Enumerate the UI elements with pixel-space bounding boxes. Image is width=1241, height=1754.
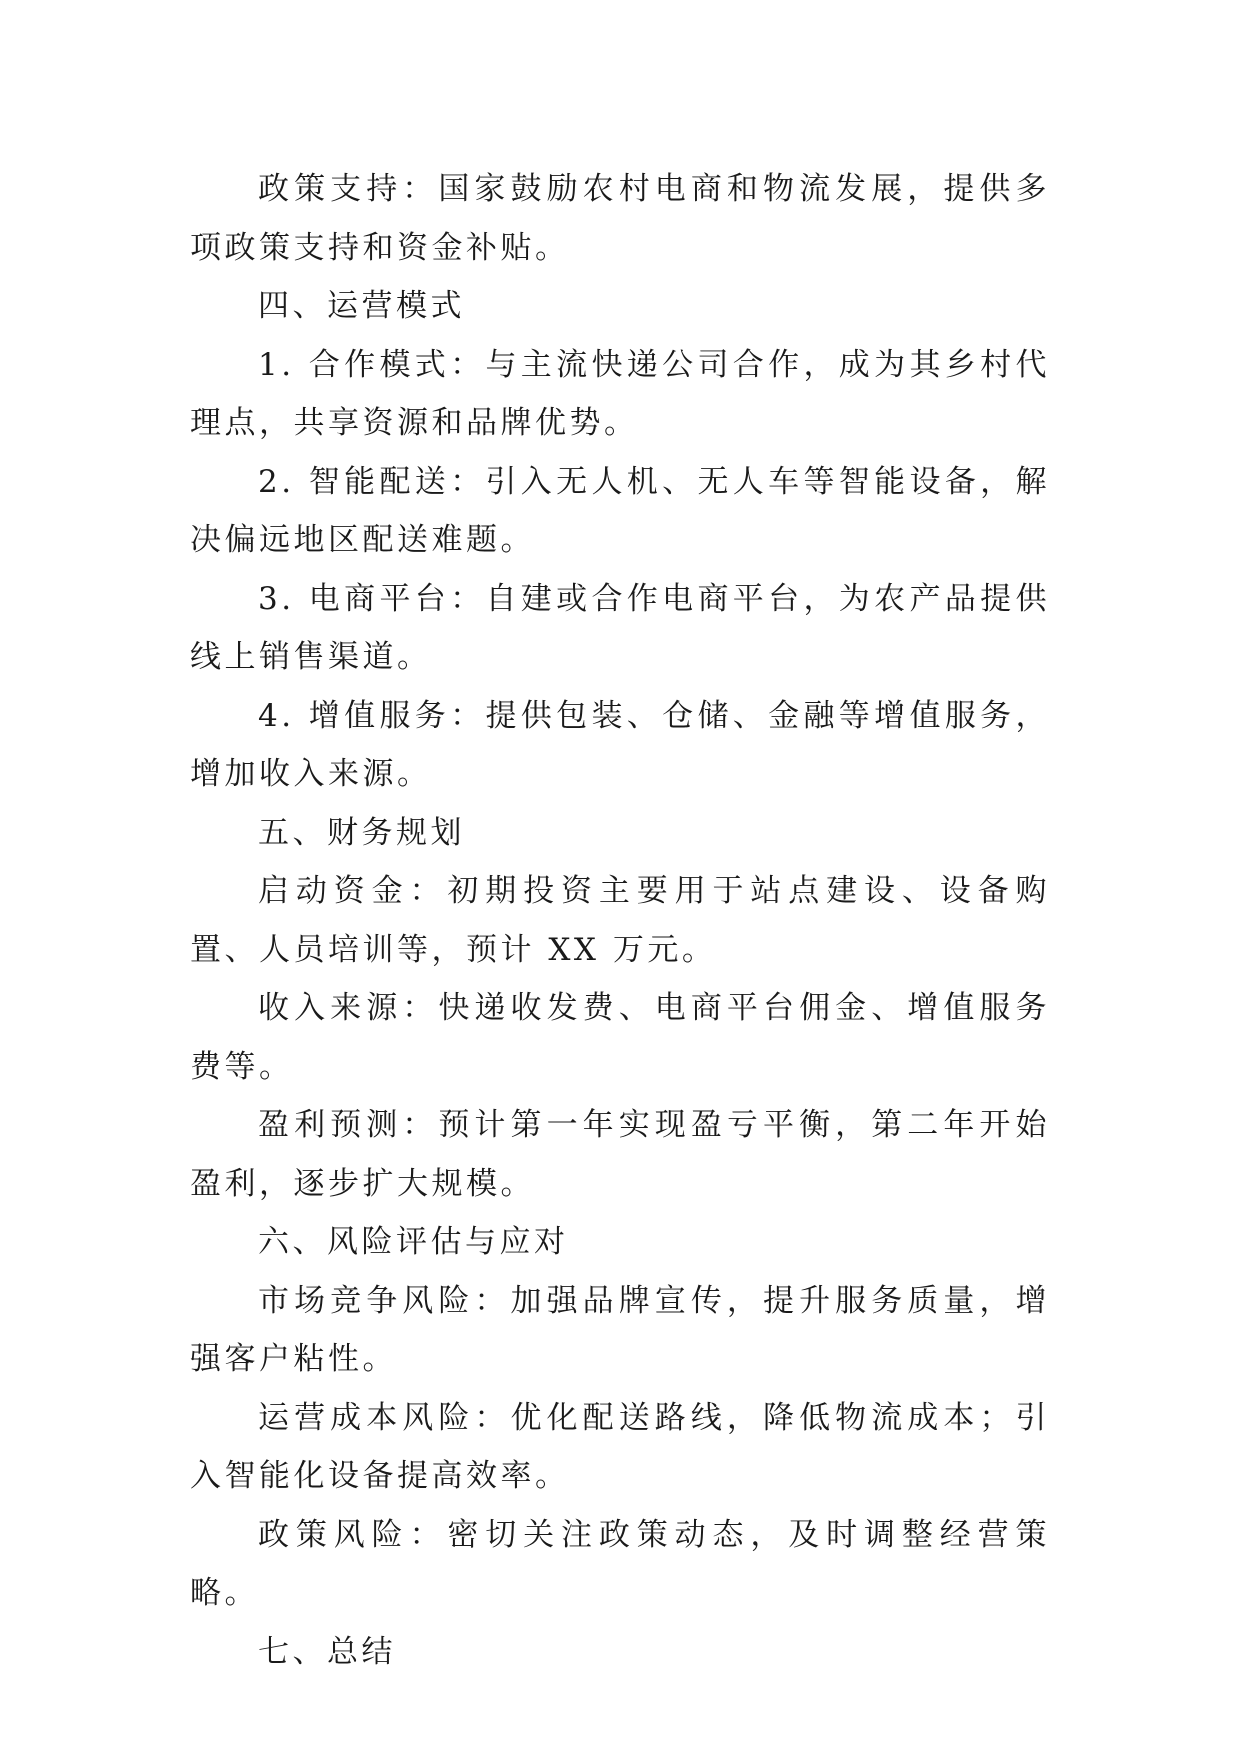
paragraph-cooperation-model: 1. 合作模式：与主流快递公司合作，成为其乡村代理点，共享资源和品牌优势。 xyxy=(190,346,1050,441)
paragraph-profit-forecast: 盈利预测：预计第一年实现盈亏平衡，第二年开始盈利，逐步扩大规模。 xyxy=(190,1107,1050,1202)
paragraph-revenue-sources: 收入来源：快递收发费、电商平台佣金、增值服务费等。 xyxy=(190,990,1050,1085)
paragraph-operating-cost-risk: 运营成本风险：优化配送路线，降低物流成本；引入智能化设备提高效率。 xyxy=(190,1399,1050,1494)
paragraph-value-added-services: 4. 增值服务：提供包装、仓储、金融等增值服务，增加收入来源。 xyxy=(190,697,1050,792)
paragraph-ecommerce-platform: 3. 电商平台：自建或合作电商平台，为农产品提供线上销售渠道。 xyxy=(190,580,1050,675)
section-heading-summary: 七、总结 xyxy=(258,1633,396,1670)
section-heading-risk-assessment: 六、风险评估与应对 xyxy=(258,1224,569,1260)
paragraph-startup-capital: 启动资金：初期投资主要用于站点建设、设备购置、人员培训等，预计 XX 万元。 xyxy=(190,873,1050,968)
paragraph-policy-support: 政策支持：国家鼓励农村电商和物流发展，提供多项政策支持和资金补贴。 xyxy=(190,171,1050,266)
paragraph-policy-risk: 政策风险：密切关注政策动态，及时调整经营策略。 xyxy=(190,1516,1050,1611)
section-heading-financial-plan: 五、财务规划 xyxy=(258,814,465,851)
paragraph-smart-delivery: 2. 智能配送：引入无人机、无人车等智能设备，解决偏远地区配送难题。 xyxy=(190,463,1050,558)
document-body xyxy=(190,160,1050,1681)
section-heading-operation-model: 四、运营模式 xyxy=(258,288,465,324)
paragraph-market-competition-risk: 市场竞争风险：加强品牌宣传，提升服务质量，增强客户粘性。 xyxy=(190,1282,1050,1377)
